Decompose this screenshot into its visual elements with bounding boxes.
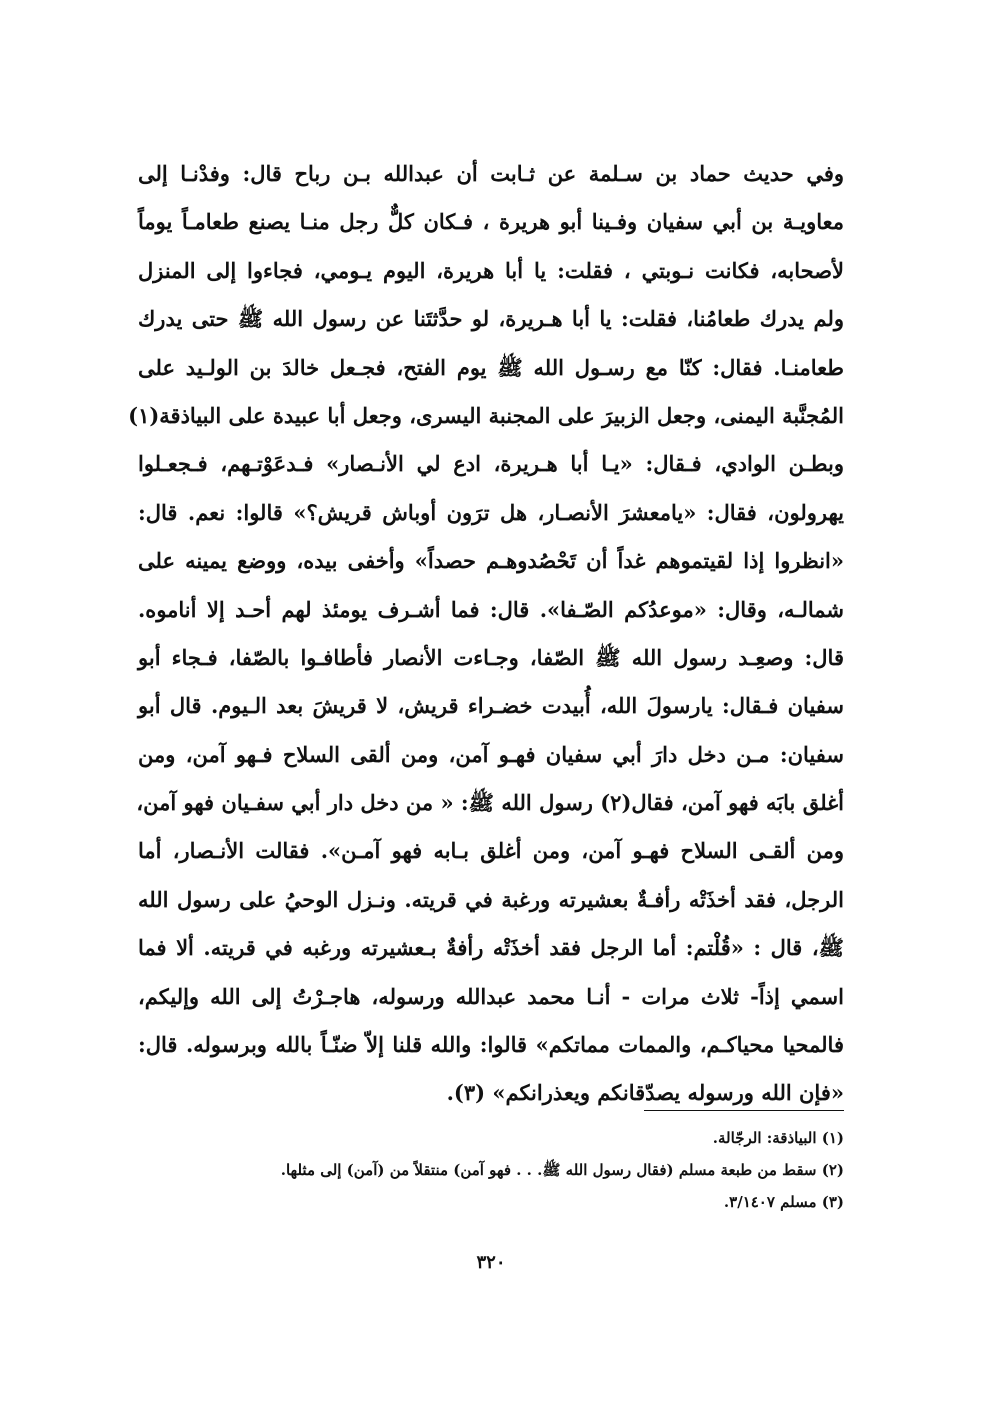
text-line: ومن ألقـى السلاح فهـو آمن، ومن أغلق بـابه فهو آمـن». فقالت الأنـصار، أما — [138, 838, 844, 864]
text-line: معاويـة بن أبي سفيان وفـينا أبو هريرة ، فـكان كلٌّ رجل منـا يصنع طعامـاً يوماً — [138, 209, 844, 235]
footnote-separator — [644, 1110, 844, 1111]
text-line: اسمي إذاً- ثلاث مرات - أنـا محمد عبدالله ورسوله، هاجـرْتُ إلى الله وإليكم، — [138, 983, 844, 1009]
text-line: قال: وصعِـد رسول الله ﷺ الصّفا، وجـاءت الأنصار فأطافـوا بالصّفا، فـجاء أبو — [138, 644, 844, 670]
footnotes — [138, 1122, 844, 1218]
text-line: ولم يدرك طعامُنا، فقلت: يا أبا هـريرة، لو حدَّثتَنا عن رسول الله ﷺ حتى يدرك — [138, 306, 844, 332]
text-line: المُجنَّبة اليمنى، وجعل الزبيرَ على المجنبة اليسرى، وجعل أبا عبيدة على البياذقة(١) — [128, 402, 844, 428]
text-line: «فإن الله ورسوله يصدّقانكم ويعذرانكم» (٣). — [446, 1080, 844, 1106]
page-number: ٣٢٠ — [476, 1252, 506, 1273]
text-line: الرجل، فقد أخذَتْه رأفـةٌ بعشيرته ورغبة في قريته. ونـزل الوحيُ على رسول الله — [138, 886, 844, 912]
text-line: وبطـن الوادي، فـقال: «يـا أبا هـريرة، ادع لي الأنـصار» فـدعَوْتـهم، فـجعـلوا — [138, 451, 844, 477]
text-line: ﷺ، قال : «قُلْتم: أما الرجل فقد أخذَتْه رأفةٌ بـعشيرته ورغبه في قريته. ألا فما — [138, 935, 844, 961]
text-line: يهرولون، فقال: «يامعشرَ الأنصـار، هل ترَون أوباش قريش؟» قالوا: نعم. قال: — [138, 499, 844, 525]
text-line: لأصحابه، فكانت نـوبتي ، فقلت: يا أبا هريرة، اليوم يـومي، فجاءوا إلى المنزل — [138, 257, 844, 283]
text-line: سفيان: مـن دخل دارَ أبي سفيان فهـو آمن، ومن ألقى السلاح فـهو آمن، ومن — [138, 741, 844, 767]
footnote: (٣) مسلم ٣/١٤٠٧. — [723, 1193, 844, 1211]
main-text-block — [128, 150, 844, 1118]
text-line: سفيان فـقال: يارسولَ الله، أُبيدت خضـراء قريش، لا قريشَ بعد الـيوم. قال أبو — [138, 693, 844, 719]
text-line: طعامنـا. فقال: كنّا مع رسـول الله ﷺ يوم الفتح، فجـعل خالدَ بن الولـيد على — [138, 354, 844, 380]
text-line: «انظروا إذا لقيتموهم غداً أن تَحْصُدوهـم حصداً» وأخفى بيده، ووضع يمينه على — [138, 548, 844, 574]
text-line: وفي حديث حماد بن سـلمة عن ثـابت أن عبدالله بـن رباح قال: وفدْنـا إلى — [138, 161, 844, 186]
text-line: أغلق بابَه فهو آمن، فقال(٢) رسول الله ﷺ: « من دخل دار أبي سفـيان فهو آمن، — [136, 790, 844, 816]
text-line: شمالـه، وقال: «موعدُكم الصّـفا». قال: فما أشـرف يومئذ لهم أحـد إلا أناموه. — [138, 596, 844, 622]
footnote: (١) البياذقة: الرجّالة. — [712, 1129, 844, 1147]
text-line: فالمحيا محياكـم، والممات مماتكم» قالوا: والله قلنا إلاّ ضنّـاً بالله وبرسوله. قال: — [138, 1032, 844, 1058]
footnote: (٢) سقط من طبعة مسلم (فقال رسول الله ﷺ. . . فهو آمن) منتقلاً من (آمن) إلى مثلها. — [280, 1161, 844, 1179]
